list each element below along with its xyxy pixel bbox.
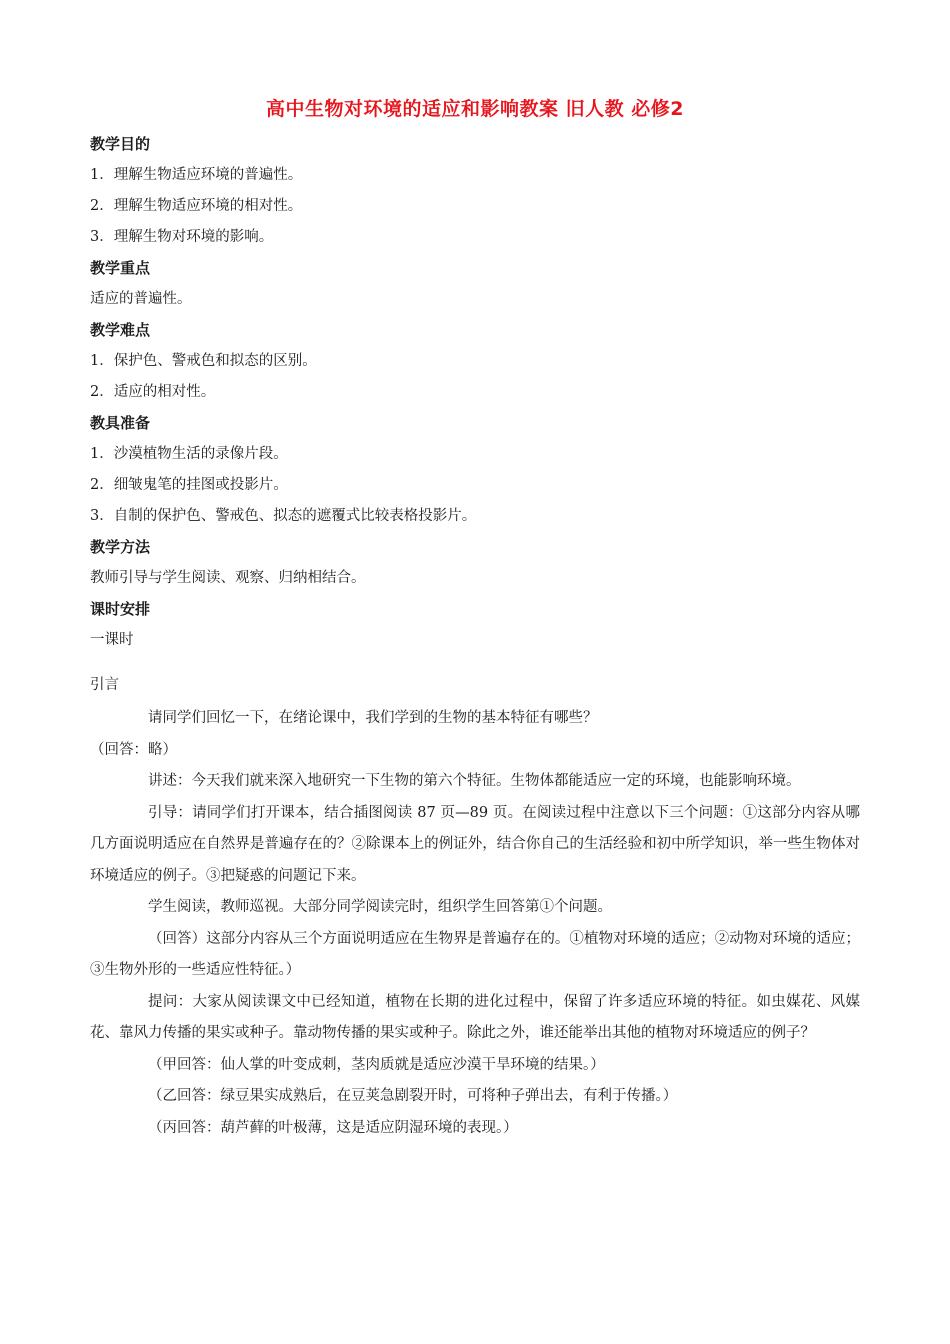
heading-key-point: 教学重点 [90, 259, 151, 277]
materials-item: 2．细皱鬼笔的挂图或投影片。 [90, 477, 288, 493]
intro-label: 引言 [90, 677, 119, 693]
body-paragraph: 请同学们回忆一下，在绪论课中，我们学到的生物的基本特征有哪些？ [148, 710, 598, 726]
body-paragraph: （丙回答：葫芦藓的叶极薄，这是适应阴湿环境的表现。） [148, 1119, 518, 1136]
heading-goals: 教学目的 [90, 135, 151, 153]
heading-method: 教学方法 [90, 538, 151, 556]
difficulty-item: 1．保护色、警戒色和拟态的区别。 [90, 353, 317, 369]
heading-schedule: 课时安排 [90, 600, 151, 618]
document-title: 高中生物对环境的适应和影响教案 旧人教 必修2 [266, 98, 684, 120]
body-paragraph: （乙回答：绿豆果实成熟后，在豆荚急剧裂开时，可将种子弹出去，有利于传播。） [148, 1088, 678, 1104]
body-paragraph: 提问：大家从阅读课文中已经知道，植物在长期的进化过程中，保留了许多适应环境的特征。如虫媒花、风媒花、靠风力传播的果实或种子。靠动物传播的果实或种子。除此之外，谁还能举出其他的植物对环境适应的例子？ [90, 993, 860, 1041]
difficulty-item: 2．适应的相对性。 [90, 384, 216, 400]
body-paragraph: （甲回答：仙人掌的叶变成刺，茎肉质就是适应沙漠干旱环境的结果。） [148, 1056, 605, 1073]
document-page [90, 96, 860, 1144]
materials-item: 1．沙漠植物生活的录像片段。 [90, 446, 288, 462]
key-point-item: 适应的普遍性。 [90, 291, 192, 307]
heading-materials: 教具准备 [90, 414, 151, 432]
goal-item: 1．理解生物适应环境的普遍性。 [90, 167, 303, 183]
schedule-item: 一课时 [90, 632, 134, 648]
heading-difficulty: 教学难点 [90, 321, 151, 339]
body-paragraph: 讲述：今天我们就来深入地研究一下生物的第六个特征。生物体都能适应一定的环境，也能影响环境。 [148, 773, 801, 789]
body-paragraph: （回答：略） [90, 741, 177, 758]
body-paragraph: 学生阅读，教师巡视。大部分同学阅读完时，组织学生回答第①个问题。 [148, 899, 612, 915]
materials-item: 3．自制的保护色、警戒色、拟态的遮覆式比较表格投影片。 [90, 508, 477, 524]
goal-item: 3．理解生物对环境的影响。 [90, 229, 274, 245]
goal-item: 2．理解生物适应环境的相对性。 [90, 198, 303, 214]
body-paragraph: 引导：请同学们打开课本，结合插图阅读 87 页—89 页。在阅读过程中注意以下三个问题：①这部分内容从哪几方面说明适应在自然界是普遍存在的？②除课本上的例证外，结合你自己的生活经验和初中所学知识，举一些生物体对环境适应的例子。③把疑惑的问题记下来。 [90, 804, 860, 884]
method-item: 教师引导与学生阅读、观察、归纳相结合。 [90, 570, 366, 586]
body-paragraph: （回答）这部分内容从三个方面说明适应在生物界是普遍存在的。①植物对环境的适应；②动物对环境的适应；③生物外形的一些适应性特征。） [90, 930, 860, 978]
